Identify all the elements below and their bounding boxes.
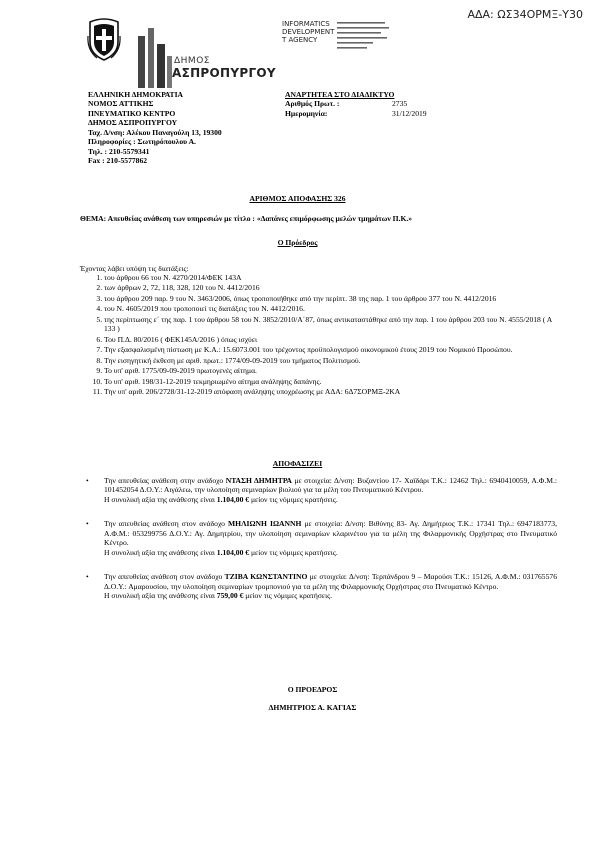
decides-heading: ΑΠΟΦΑΣΙΖΕΙ [272,459,323,468]
contractor-name: ΜΗΛΙΩΝΗ ΙΩΑΝΝΗ [228,519,302,529]
considering-intro: Έχοντας λάβει υπόψη τις διατάξεις: [80,264,189,273]
award-list [80,476,557,616]
refinery-towers-icon [134,26,174,88]
municipality-logo [132,26,276,88]
ida-logo [282,20,334,44]
greek-seal-emblem [85,16,123,62]
contractor-name: ΝΤΑΣΗ ΔΗΜΗΤΡΑ [225,476,292,485]
list-item: 9. Το υπ' αριθ. 1775/09-09-2019 πρωτογενές αίτημα. [104,366,564,375]
contractor-name: ΤΖΙΒΑ ΚΩΝΣΤΑΝΤΙΝΟ [224,572,308,582]
subject-label: ΘΕΜΑ: [80,214,107,223]
date-label: Ημερομηνία: [285,108,328,118]
award-item: • Την απευθείας ανάθεση στην ανάδοχο ΝΤΑΣΗ ΔΗΜΗΤΡΑ με στοιχεία: Δ/νση: Βυζαντίου 17- Χαϊδάρι Τ.Κ.: 12462 Τηλ.: 6940410059, Α.Φ.Μ.: 101452054 Δ.Ο.Υ.: Αιγάλεω, την υλοποίηση σεμιναρίων βιολιού για τα μέλη του Πνευματικού Κέντρου. Η συνολική αξία της ανάθεσης είναι 1.104,00 € μείον τις νόμιμες κρατήσεις. [86,476,557,504]
list-item: 10. Το υπ' αριθ. 198/31-12-2019 τεκμηριωμένο αίτημα ανάληψης δαπάνης. [104,377,564,386]
list-item: 11. Την υπ' αριθ. 206/2728/31-12-2019 απόφαση ανάληψης υποχρέωσης με ΑΔΑ: 6Δ7ΣΟΡΜΞ-2ΚΑ [104,387,564,396]
subject-text: Απευθείας ανάθεση των υπηρεσιών με τίτλο : «Δαπάνες επιμόρφωσης μελών τμημάτων Π.Κ.» [106,214,413,223]
signature-name: ΔΗΜΗΤΡΙΟΣ Α. ΚΑΓΙΑΣ [268,703,357,712]
ida-fine-print-graphic [337,20,397,56]
issuer-line: ΠΝΕΥΜΑΤΙΚΟ ΚΕΝΤΡΟ [88,108,176,118]
decision-number: ΑΡΙΘΜΟΣ ΑΠΟΦΑΣΗΣ 326 [249,194,346,203]
issuer-line: ΕΛΛΗΝΙΚΗ ΔΗΜΟΚΡΑΤΙΑ [88,90,184,99]
ada-code: ΑΔΑ: ΩΣ34ΟΡΜΞ-Υ30 [467,8,583,21]
issuer-block [88,90,222,166]
signature-title: Ο ΠΡΟΕΔΡΟΣ [287,685,338,694]
subject-line [80,214,412,223]
issuer-line: ΝΟΜΟΣ ΑΤΤΙΚΗΣ [88,99,154,109]
logo-aspropyrgou-text: ΑΣΠΡΟΠΥΡΓΟΥ [172,66,276,80]
ida-logo-line: DEVELOPMENT [282,28,335,37]
legal-basis-list [80,273,564,398]
protocol-block [285,90,427,118]
award-amount: 1.104,00 € [216,547,250,557]
bullet-icon: • [86,519,89,529]
list-item: 3. του άρθρου 209 παρ. 9 του Ν. 3463/2006, όπως τροποποιήθηκε από την περίπτ. 38 της παρ. 1 του άρθρου 377 του Ν. 4412/2016 [104,294,564,303]
bullet-icon: • [86,476,89,485]
logo-dimos-text: ΔΗΜΟΣ [174,56,210,66]
address-line: Ταχ. Δ/νση: Αλέκου Παναγούλη 13, 19300 [88,127,222,137]
list-item: 5. της περίπτωσης ε΄ της παρ. 1 του άρθρου 58 του Ν. 3852/2010/Α΄87, όπως αντικαταστάθηκε από την παρ. 1 του άρθρου 203 του Ν. 4555/2018 ( Α 133 ) [104,315,564,334]
president-heading: Ο Πρόεδρος [277,238,318,247]
date-value: 31/12/2019 [392,108,427,118]
protocol-label: Αριθμός Πρωτ. : [285,99,340,109]
list-item: 6. Του Π.Δ. 80/2016 ( ΦΕΚ145Α/2016 ) όπως ισχύει [104,335,564,344]
list-item: 4. του Ν. 4605/2019 που τροποποιεί τις διατάξεις του Ν. 4412/2016. [104,304,564,313]
ida-logo-line: T AGENCY [282,36,318,45]
posting-notice: ΑΝΑΡΤΗΤΕΑ ΣΤΟ ΔΙΑΔΙΚΤΥΟ [285,90,395,99]
award-item: • Την απευθείας ανάθεση στον ανάδοχο ΜΗΛΙΩΝΗ ΙΩΑΝΝΗ με στοιχεία: Δ/νση: Βιθύνης 83- Αγ. Δημήτριος Τ.Κ.: 17341 Τηλ.: 6947183773, Α.Φ.Μ.: 053299756 Δ.Ο.Υ.: Αγ. Δημητρίου, την υλοποίηση σεμιναρίων κλαρινέτου για τα μέλη της Φιλαρμονικής Ορχήστρας στο Πνευματικό Κέντρο. Η συνολική αξία της ανάθεσης είναι 1.104,00 € μείον τις νόμιμες κρατήσεις. [86,519,557,557]
list-item: 7. Την εξασφαλισμένη πίστωση με Κ.Α.: 15.6073.001 του τρέχοντος προϋπολογισμού οικονομικού έτους 2019 του Νομικού Προσώπου. [104,345,564,354]
award-amount: 1.104,00 € [216,494,250,504]
bullet-icon: • [86,572,89,582]
list-item: 2. των άρθρων 2, 72, 118, 328, 120 του Ν. 4412/2016 [104,283,564,292]
phone-line: Τηλ. : 210-5579341 [88,146,150,156]
list-item: 1. του άρθρου 66 του Ν. 4270/2014/ΦΕΚ 143Α [104,273,564,282]
info-line: Πληροφορίες : Σωτηρόπουλου Α. [88,137,196,147]
award-item: • Την απευθείας ανάθεση στον ανάδοχο ΤΖΙΒΑ ΚΩΝΣΤΑΝΤΙΝΟ με στοιχεία: Δ/νση: Τερπάνδρου 9 – Μαρούσι Τ.Κ.: 15126, Α.Φ.Μ.: 031765576 Δ.Ο.Υ.: Αμαρουσίου, την υλοποίηση σεμιναρίων τρομπονιού για τα μέλη της Φιλαρμονικής Ορχήστρας στο Πνευματικό Κέντρο. Η συνολική αξία της ανάθεσης είναι 759,00 € μείον τις νόμιμες κρατήσεις. [86,572,557,601]
list-item: 8. Την εισηγητική έκθεση με αριθ. πρωτ.: 1774/09-09-2019 του τμήματος Πολιτισμού. [104,356,564,365]
ida-logo-line: INFORMATICS [282,20,330,28]
award-amount: 759,00 € [216,591,244,601]
issuer-line: ΔΗΜΟΣ ΑΣΠΡΟΠΥΡΓΟΥ [88,118,178,128]
fax-line: Fax : 210-5577862 [88,156,148,166]
protocol-number: 2735 [392,99,408,109]
